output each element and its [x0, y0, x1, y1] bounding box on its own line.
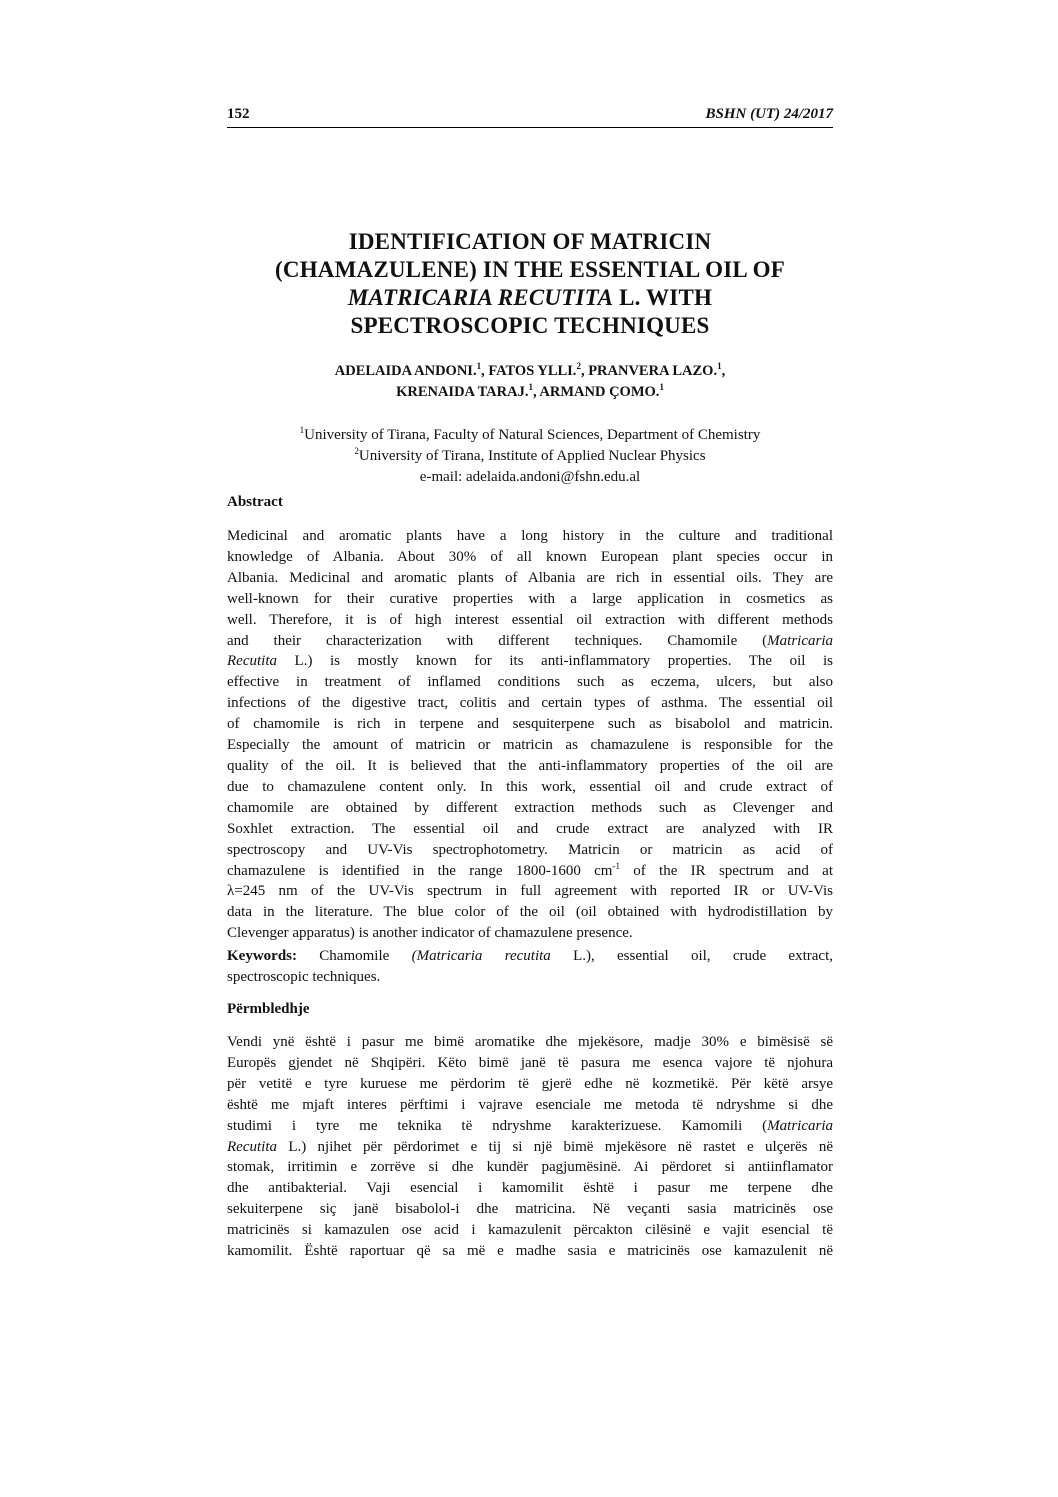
authors-line-1: ADELAIDA ANDONI.$^1$, FATOS YLLI.$^2$, PRANVERA LAZO.$^1$,: [334, 361, 726, 379]
title-species-name: MATRICARIA RECUTITA: [347, 285, 614, 310]
abstract-line: well-known for their curative properties with a large application in cosmetics as: [227, 590, 833, 607]
paper-title: [227, 228, 833, 340]
permbledhje-line: dhe antibakterial. Vaji esencial i kamomilit është i pasur me terpene dhe: [227, 1180, 833, 1197]
abstract-line: chamomile are obtained by different extraction methods such as Clevenger and: [227, 799, 833, 816]
page-number: 152: [227, 106, 250, 122]
abstract-line: effective in treatment of inflamed conditions such as eczema, ulcers, but also: [227, 674, 833, 691]
keywords-label: Keywords:: [227, 948, 297, 964]
permbledhje-line: Europës gjendet në Shqipëri. Këto bimë janë të pasura me esenca vajore të njohura: [227, 1054, 833, 1071]
abstract-line: Recutita L.) is mostly known for its anti-inflammatory properties. The oil is: [227, 653, 833, 670]
abstract-line: of chamomile is rich in terpene and sesquiterpene such as bisabolol and matricin.: [227, 716, 833, 733]
running-header: [227, 106, 833, 128]
abstract-heading: Abstract: [227, 494, 283, 510]
abstract-line: spectroscopy and UV-Vis spectrophotometry. Matricin or matricin as acid of: [227, 841, 833, 858]
abstract-line: Albania. Medicinal and aromatic plants of Albania are rich in essential oils. They are: [227, 569, 833, 586]
permbledhje-body: [227, 1032, 833, 1262]
permbledhje-line: është me mjaft interes përftimi i vajrave esenciale me metoda të ndryshme si dhe: [227, 1096, 833, 1113]
contact-email: e-mail: adelaida.andoni@fshn.edu.al: [419, 469, 641, 485]
abstract-line: well. Therefore, it is of high interest essential oil extraction with different methods: [227, 611, 833, 628]
title-line-1: IDENTIFICATION OF MATRICIN: [348, 229, 712, 254]
author-list: [227, 361, 833, 403]
keywords-line: Keywords: Chamomile (Matricaria recutita L.), essential oil, crude extract,: [227, 948, 833, 964]
abstract-line: λ=245 nm of the UV-Vis spectrum in full agreement with reported IR or UV-Vis: [227, 883, 833, 900]
abstract-body: [227, 526, 833, 944]
abstract-line: chamazulene is identified in the range 1800-1600 $cm^{-1}$ of the IR spectrum and at: [227, 860, 833, 879]
abstract-line: Medicinal and aromatic plants have a long history in the culture and traditional: [227, 528, 833, 544]
permbledhje-line: Recutita L.) njihet për përdorimet e tij si një bimë mjekësore në rastet e ulçerës në: [227, 1138, 833, 1155]
permbledhje-line: për vetitë e tyre kuruese me përdorim të gjerë edhe në kozmetikë. Për këtë arsye: [227, 1075, 833, 1092]
affiliation-2: $^2$University of Tirana, Institute of Applied Nuclear Physics: [354, 446, 706, 464]
keywords: [227, 946, 833, 988]
abstract-line: infections of the digestive tract, colitis and certain types of asthma. The essential oil: [227, 695, 833, 712]
permbledhje-line: Vendi ynë është i pasur me bimë aromatike dhe mjekësore, madje 30% e bimësisë së: [227, 1034, 833, 1050]
permbledhje-line: sekuiterpene siç janë bisabolol-i dhe matricina. Në veçanti sasia matricinës ose: [227, 1201, 833, 1218]
title-line-2: (CHAMAZULENE) IN THE ESSENTIAL OIL OF: [275, 257, 785, 282]
abstract-line: data in the literature. The blue color of the oil (oil obtained with hydrodistillation by: [227, 904, 833, 921]
permbledhje-heading: Përmbledhje: [227, 1001, 310, 1017]
permbledhje-line: matricinës si kamazulen ose acid i kamazulenit përcakton cilësinë e vajit esencial të: [227, 1222, 833, 1239]
abstract-line: and their characterization with different techniques. Chamomile (Matricaria: [227, 632, 833, 649]
permbledhje-line: studimi i tyre me teknika të ndryshme karakterizuese. Kamomili (Matricaria: [227, 1117, 833, 1134]
abstract-line: Soxhlet extraction. The essential oil and crude extract are analyzed with IR: [227, 820, 833, 837]
affiliation-1: $^1$University of Tirana, Faculty of Natural Sciences, Department of Chemistry: [299, 425, 761, 443]
permbledhje-line: kamomilit. Është raportuar që sa më e madhe sasia e matricinës ose kamazulenit në: [227, 1243, 833, 1260]
abstract-line: quality of the oil. It is believed that the anti-inflammatory properties of the oil are: [227, 757, 833, 774]
abstract-line: due to chamazulene content only. In this work, essential oil and crude extract of: [227, 778, 833, 795]
abstract-line: Clevenger apparatus) is another indicator of chamazulene presence.: [227, 925, 633, 942]
affiliations: [227, 425, 833, 488]
title-line-3: MATRICARIA RECUTITA L. WITH: [347, 285, 713, 310]
abstract-line: Especially the amount of matricin or matricin as chamazulene is responsible for the: [227, 737, 833, 754]
journal-name: BSHN (UT) 24/2017: [705, 106, 833, 122]
abstract-line: knowledge of Albania. About 30% of all known European plant species occur in: [227, 548, 833, 565]
title-line-4: SPECTROSCOPIC TECHNIQUES: [350, 313, 710, 338]
keywords-line: spectroscopic techniques.: [227, 968, 381, 985]
authors-line-2: KRENAIDA TARAJ.$^1$, ARMAND ÇOMO.$^1$: [396, 382, 664, 400]
permbledhje-line: stomak, irritimin e zorrëve si dhe kundër pagjumësinë. Ai përdoret si antiinflamator: [227, 1159, 833, 1176]
